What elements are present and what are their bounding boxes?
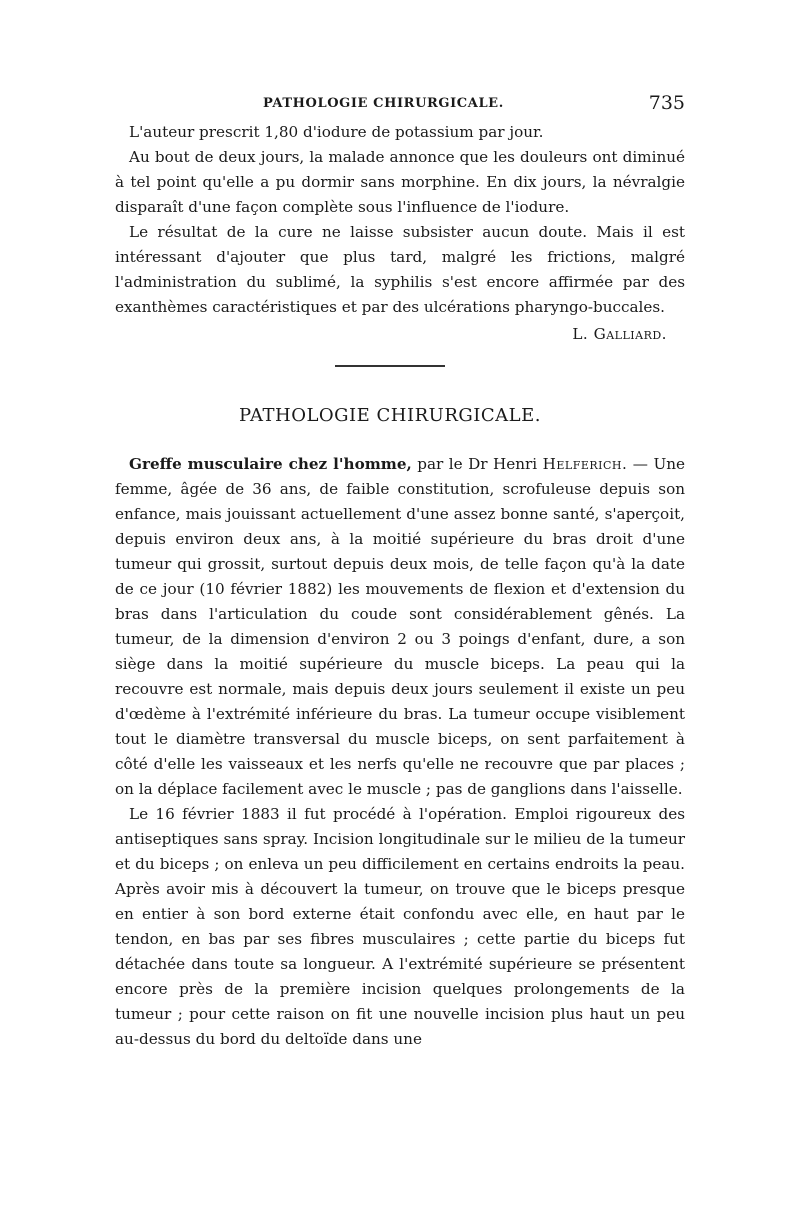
signature-name: Galliard. <box>593 325 667 343</box>
signature <box>115 322 685 347</box>
article-dash: — <box>632 455 648 473</box>
section-title: PATHOLOGIE CHIRURGICALE. <box>239 405 541 426</box>
article-title: Greffe musculaire chez l'homme, <box>129 455 412 473</box>
section-divider <box>335 365 445 367</box>
article-paragraph-2: Le 16 février 1883 il fut procédé à l'opération. Emploi rigoureux des antiseptiques sans spray. Incision longitudinale sur le milieu de la tumeur et du biceps ; on enleva un peu difficilement en certains endroits la peau. Après avoir mis à découvert la tumeur, on trouve que le biceps presque en entier à son bord externe était confondu avec elle, en haut par le tendon, en bas par ses fibres musculaires ; cette partie du biceps fut détachée dans toute sa longueur. A l'extrémité supérieure se présentent encore près de la première incision quelques prolongements de la tumeur ; pour cette raison on fit une nouvelle incision plus haut un peu au-dessus du bord du deltoïde dans une <box>115 805 685 1048</box>
author-lastname: Helferich. <box>542 455 628 473</box>
paragraph: Le résultat de la cure ne laisse subsister aucun doute. Mais il est intéressant d'ajouter que plus tard, malgré les frictions, malgré l'administration du sublimé, la syphilis s'est encore affirmée par des exanthèmes caractéristiques et par des ulcérations pharyngo-buccales. <box>115 223 685 316</box>
book-page <box>115 92 685 1052</box>
running-title: PATHOLOGIE CHIRURGICALE. <box>263 96 504 111</box>
running-header <box>115 92 685 120</box>
article-author <box>468 455 627 473</box>
article <box>115 452 685 1052</box>
paragraph: L'auteur prescrit 1,80 d'iodure de potassium par jour. <box>129 123 544 141</box>
signature-initial: L. <box>572 325 589 343</box>
article-by: par le <box>417 455 463 473</box>
author-title: Dr <box>468 455 488 473</box>
article-paragraph-1: Une femme, âgée de 36 ans, de faible constitution, scrofuleuse depuis son enfance, mais jouissant actuellement d'une assez bonne santé, s'aperçoit, depuis environ deux ans, à la moitié supérieure du bras droit d'une tumeur qui grossit, surtout depuis deux mois, de telle façon qu'à la date de ce jour (10 février 1882) les mouvements de flexion et d'extension du bras dans l'articulation du coude sont considérablement gênés. La tumeur, de la dimension d'environ 2 ou 3 poings d'enfant, dure, a son siège dans la moitié supérieure du muscle biceps. La peau qui la recouvre est normale, mais depuis deux jours seulement il existe un peu d'œdème à l'extrémité inférieure du bras. La tumeur occupe visiblement tout le diamètre transversal du muscle biceps, on sent parfaitement à côté d'elle les vaisseaux et les nerfs qu'elle ne recouvre que par places ; on la déplace facilement avec le muscle ; pas de ganglions dans l'aisselle. <box>115 455 686 798</box>
previous-article <box>115 120 685 347</box>
article-first-paragraph <box>115 452 685 802</box>
author-firstname: Henri <box>493 455 538 473</box>
paragraph: Au bout de deux jours, la malade annonce que les douleurs ont diminué à tel point qu'elle a pu dormir sans morphine. En dix jours, la névralgie disparaît d'une façon complète sous l'influence de l'iodure. <box>115 148 685 216</box>
page-number: 735 <box>648 92 685 114</box>
